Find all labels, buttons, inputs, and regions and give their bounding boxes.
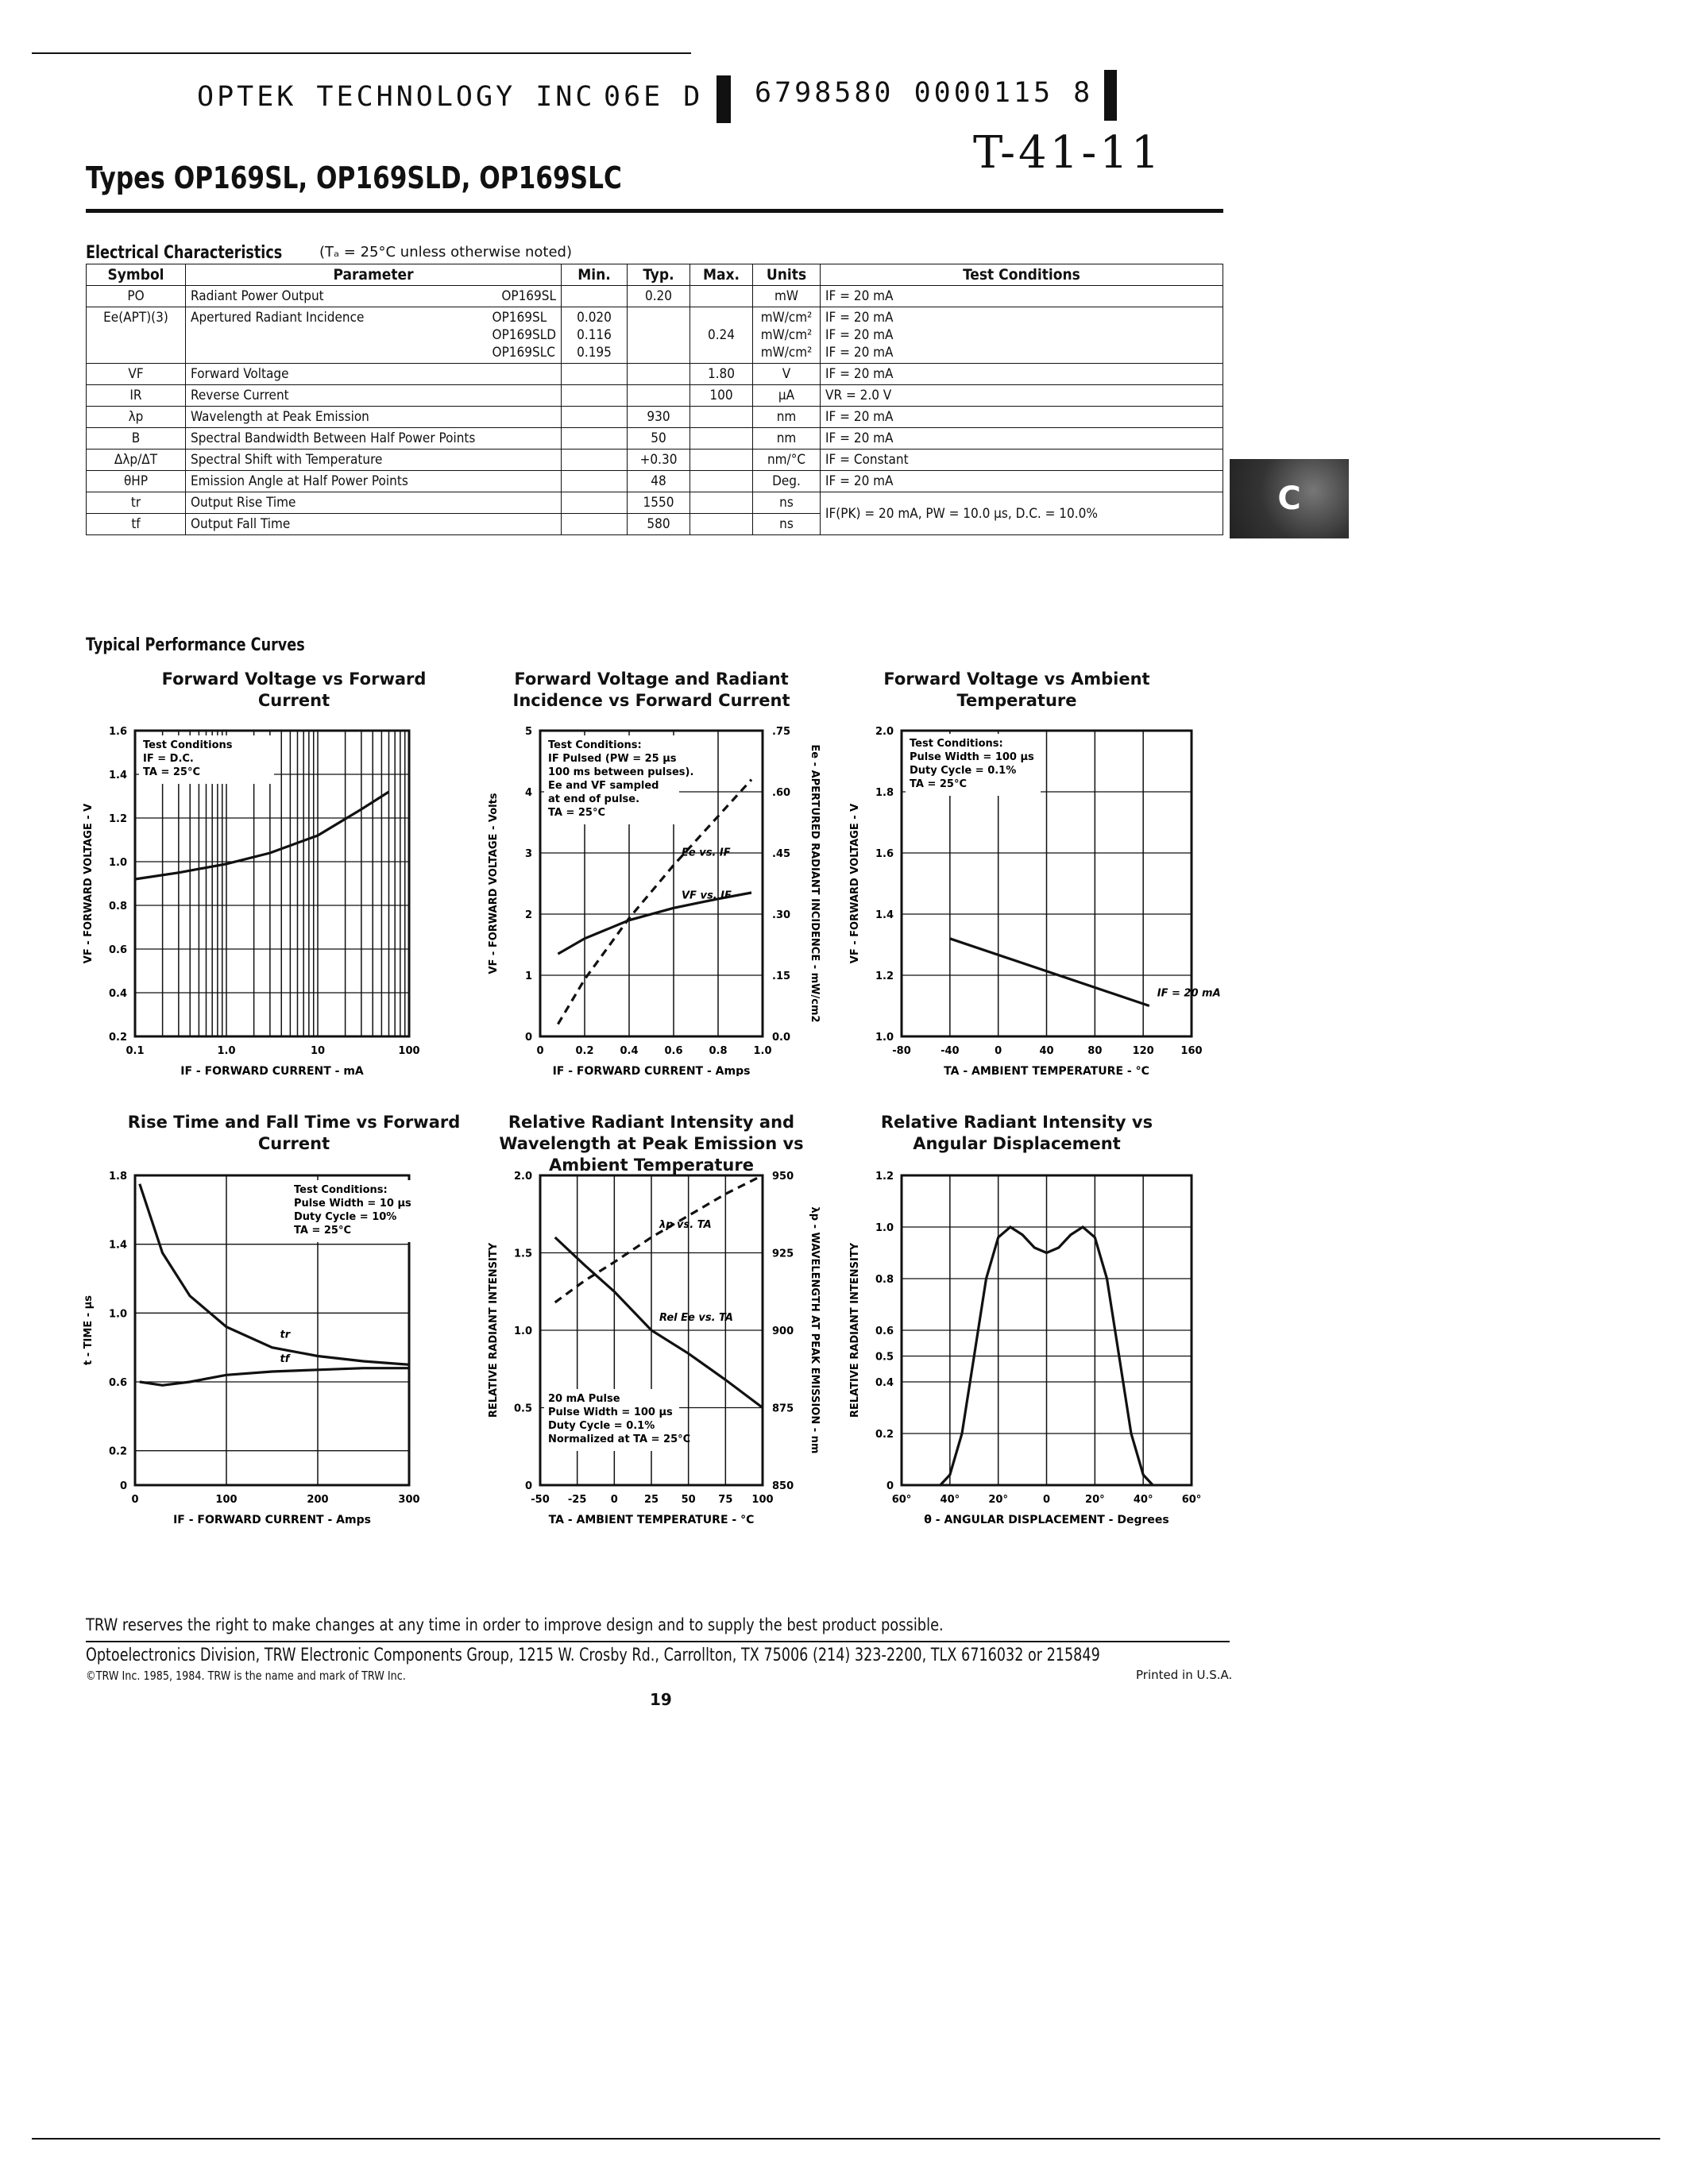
y2-tick-label: .45 (772, 848, 791, 860)
x-tick-label: 40 (1039, 1045, 1054, 1057)
table-row (87, 364, 1223, 385)
ec-cond: IF = 20 mA (821, 364, 1223, 385)
ec-min (562, 364, 628, 385)
series-line-0 (135, 792, 389, 879)
ec-min (562, 471, 628, 492)
y-tick-label: 0.4 (108, 988, 127, 1000)
top-rule (32, 52, 691, 54)
ec-units: mW/cm² mW/cm² mW/cm² (753, 307, 821, 364)
ec-units: ns (753, 492, 821, 514)
x-tick-label: 0 (995, 1045, 1002, 1057)
ec-symbol: IR (87, 385, 186, 407)
y2-tick-label: 950 (772, 1171, 794, 1183)
test-condition-note: Pulse Width = 10 μs (294, 1198, 411, 1210)
ec-typ (628, 385, 690, 407)
chart-4-title: Rise Time and Fall Time vs Forward Current (127, 1113, 461, 1153)
series-label: VF vs. IF (682, 889, 732, 902)
y-tick-label: 0.2 (875, 1429, 894, 1441)
ec-col-test-conditions: Test Conditions (821, 264, 1223, 286)
y-tick-label: 0 (524, 1480, 532, 1492)
ec-max: 100 (690, 385, 753, 407)
ec-cond: IF = 20 mA IF = 20 mA IF = 20 mA (821, 307, 1223, 364)
ec-max (690, 471, 753, 492)
ec-device: OP169SL OP169SLD OP169SLC (492, 310, 556, 361)
test-condition-note: Pulse Width = 100 μs (910, 751, 1034, 763)
header-code-b: 6798580 0000115 8 (755, 77, 1094, 109)
ec-typ (628, 364, 690, 385)
chart-6-title: Relative Radiant Intensity vs Angular Displacement (880, 1113, 1153, 1153)
y-tick-label: 0.4 (875, 1377, 894, 1389)
ec-header-row (87, 264, 1223, 286)
ec-max (690, 450, 753, 471)
x-tick-label: 20° (1085, 1494, 1105, 1506)
y-tick-label: 1.4 (108, 770, 127, 781)
y-tick-label: 1.0 (875, 1032, 894, 1044)
table-row (87, 492, 1223, 514)
y2-tick-label: 925 (772, 1248, 794, 1260)
ec-max (690, 407, 753, 428)
ec-cond: VR = 2.0 V (821, 385, 1223, 407)
y-tick-label: 2 (524, 909, 532, 921)
y-tick-label: 0.5 (875, 1351, 894, 1364)
ec-symbol: PO (87, 286, 186, 307)
x-tick-label: 120 (1132, 1045, 1154, 1057)
test-condition-note: at end of pulse. (548, 793, 640, 805)
chart-5-title: Relative Radiant Intensity and Wavelength at Peak Emission vs Ambient Temperature (499, 1113, 804, 1175)
y-tick-label: 1 (524, 970, 532, 982)
y2-tick-label: .15 (772, 970, 791, 982)
x-axis-label: IF - FORWARD CURRENT - mA (180, 1065, 364, 1076)
y-tick-label: 0.6 (108, 944, 127, 956)
ec-symbol: Δλp/ΔT (87, 450, 186, 471)
x-tick-label: 100 (398, 1045, 420, 1057)
ec-col-max: Max. (690, 264, 753, 286)
ec-units: nm (753, 407, 821, 428)
test-condition-note: Test Conditions: (548, 739, 642, 751)
y-tick-label: 0.2 (108, 1032, 127, 1044)
y-tick-label: 0 (524, 1032, 532, 1044)
x-tick-label: 0.4 (620, 1045, 639, 1057)
table-row (87, 385, 1223, 407)
x-tick-label: 0 (536, 1045, 544, 1057)
ec-symbol: VF (87, 364, 186, 385)
ec-param: Reverse Current (186, 385, 562, 407)
y-tick-label: 1.8 (108, 1171, 127, 1183)
y-tick-label: 1.2 (108, 813, 127, 825)
ec-min (562, 514, 628, 535)
y-tick-label: 1.4 (108, 1239, 127, 1252)
footer-disclaimer: TRW reserves the right to make changes at any time in order to improve design and to supply the best product possible. (86, 1615, 944, 1634)
y2-tick-label: 0.0 (772, 1032, 791, 1044)
y-axis-label: VF - FORWARD VOLTAGE - V (83, 803, 95, 964)
x-axis-label: TA - AMBIENT TEMPERATURE - °C (944, 1065, 1149, 1076)
chart-rise-fall-time (48, 1163, 445, 1529)
x-tick-label: -25 (567, 1494, 587, 1506)
series-label: tf (280, 1353, 290, 1365)
series-label: Rel Ee vs. TA (659, 1312, 733, 1324)
y-tick-label: 0.5 (513, 1403, 532, 1415)
y-tick-label: 1.0 (108, 857, 127, 869)
ec-cond: IF = 20 mA (821, 286, 1223, 307)
y-tick-label: 1.6 (108, 726, 127, 738)
ec-typ: 930 (628, 407, 690, 428)
ec-col-units: Units (753, 264, 821, 286)
ec-min (562, 286, 628, 307)
table-row (87, 450, 1223, 471)
y-tick-label: 0.6 (108, 1377, 127, 1389)
x-tick-label: 60° (1181, 1494, 1202, 1506)
ec-typ: 48 (628, 471, 690, 492)
chart-2-title: Forward Voltage and Radiant Incidence vs Forward Current (512, 669, 790, 710)
ec-param: Spectral Bandwidth Between Half Power Points (186, 428, 562, 450)
ec-min (562, 385, 628, 407)
y-tick-label: 0.2 (108, 1445, 127, 1458)
test-condition-note: 100 ms between pulses). (548, 766, 694, 778)
ec-cond: IF(PK) = 20 mA, PW = 10.0 μs, D.C. = 10.0% (821, 492, 1223, 535)
ec-min (562, 407, 628, 428)
test-condition-note: Test Conditions (143, 739, 233, 751)
x-tick-label: 25 (643, 1494, 659, 1506)
page-title: Types OP169SL, OP169SLD, OP169SLC (86, 160, 622, 195)
y2-tick-label: .30 (772, 909, 791, 921)
table-row (87, 471, 1223, 492)
y-tick-label: 1.0 (875, 1222, 894, 1234)
ec-heading (86, 243, 331, 263)
ec-col-symbol: Symbol (87, 264, 186, 286)
table-row (87, 428, 1223, 450)
y2-tick-label: .75 (772, 726, 791, 738)
y-axis-label: t - TIME - μs (83, 1295, 95, 1365)
y-tick-label: 4 (524, 787, 532, 799)
ec-col-min: Min. (562, 264, 628, 286)
ec-typ: 580 (628, 514, 690, 535)
x-tick-label: 160 (1180, 1045, 1203, 1057)
header-code-a: 06E D (604, 81, 704, 113)
y-tick-label: 1.2 (875, 970, 894, 982)
test-condition-note: Test Conditions: (910, 738, 1003, 750)
chart-intensity-wavelength-vs-temperature (469, 1163, 842, 1529)
y2-tick-label: .60 (772, 787, 791, 799)
test-condition-note: IF = D.C. (143, 753, 194, 765)
table-row (87, 407, 1223, 428)
ec-param-text: Apertured Radiant Incidence (191, 310, 365, 326)
ec-max (690, 492, 753, 514)
x-tick-label: 10 (310, 1045, 326, 1057)
section-tab-c: C (1230, 459, 1349, 538)
series-label: λp vs. TA (659, 1219, 712, 1231)
ec-device: OP169SL (501, 288, 556, 304)
ec-typ: 0.20 (628, 286, 690, 307)
ec-units: ns (753, 514, 821, 535)
page-number: 19 (650, 1690, 672, 1709)
ec-note: (Tₐ = 25°C unless otherwise noted) (319, 244, 573, 260)
series-line-1 (555, 1175, 763, 1302)
series-label: Ee vs. IF (682, 847, 731, 859)
x-tick-label: 1.0 (753, 1045, 772, 1057)
x-axis-label: IF - FORWARD CURRENT - Amps (173, 1514, 371, 1526)
x-tick-label: 200 (307, 1494, 329, 1506)
x-tick-label: 40° (940, 1494, 960, 1506)
y-tick-label: 5 (524, 726, 532, 738)
y-tick-label: 1.0 (513, 1325, 532, 1337)
y-tick-label: 0 (119, 1480, 127, 1492)
y-axis-label: VF - FORWARD VOLTAGE - Volts (488, 793, 500, 974)
y-tick-label: 3 (524, 848, 532, 860)
ec-units: V (753, 364, 821, 385)
test-condition-note: Test Conditions: (294, 1184, 388, 1196)
y-tick-label: 2.0 (875, 726, 894, 738)
x-tick-label: 0.6 (664, 1045, 683, 1057)
company-header: OPTEK TECHNOLOGY INC (197, 81, 596, 113)
handwritten-code: T-41-11 (973, 127, 1163, 179)
bottom-rule (32, 2138, 1660, 2140)
footer-address: Optoelectronics Division, TRW Electronic Components Group, 1215 W. Crosby Rd., Carrollton, TX 75006 (214) 323-2200, TLX 6716032 or 215849 (86, 1646, 1100, 1665)
x-axis-label: TA - AMBIENT TEMPERATURE - °C (548, 1514, 755, 1526)
header-block-mark (717, 75, 731, 123)
x-tick-label: 0 (131, 1494, 139, 1506)
x-tick-label: 1.0 (217, 1045, 236, 1057)
ec-param: Output Rise Time (186, 492, 562, 514)
ec-max: 1.80 (690, 364, 753, 385)
chart-voltage-incidence-vs-current (469, 719, 842, 1076)
y-axis-label: RELATIVE RADIANT INTENSITY (488, 1242, 500, 1418)
x-tick-label: 100 (751, 1494, 774, 1506)
ec-typ: 50 (628, 428, 690, 450)
x-tick-label: 60° (891, 1494, 912, 1506)
ec-param: Emission Angle at Half Power Points (186, 471, 562, 492)
y-axis-label: RELATIVE RADIANT INTENSITY (849, 1242, 861, 1418)
x-tick-label: 75 (718, 1494, 733, 1506)
x-tick-label: 0 (610, 1494, 618, 1506)
y-tick-label: 0.8 (875, 1274, 894, 1286)
ec-col-typ: Typ. (628, 264, 690, 286)
chart-voltage-vs-temperature (834, 719, 1223, 1076)
x-tick-label: 0 (1042, 1494, 1051, 1506)
chart-3-title: Forward Voltage vs Ambient Temperature (883, 669, 1150, 710)
x-tick-label: -80 (892, 1045, 911, 1057)
ec-param: Wavelength at Peak Emission (186, 407, 562, 428)
x-tick-label: 80 (1087, 1045, 1103, 1057)
y-tick-label: 0.8 (108, 901, 127, 913)
y-tick-label: 2.0 (513, 1171, 532, 1183)
test-condition-note: IF Pulsed (PW = 25 μs (548, 753, 677, 765)
x-tick-label: -50 (531, 1494, 550, 1506)
ec-max (690, 286, 753, 307)
chart-forward-voltage-vs-current (48, 719, 445, 1076)
test-condition-note: Duty Cycle = 10% (294, 1211, 397, 1223)
test-condition-note: Ee and VF sampled (548, 780, 659, 792)
ec-units: μA (753, 385, 821, 407)
ec-symbol: Ee(APT)(3) (87, 307, 186, 364)
title-rule (86, 209, 1223, 213)
x-tick-label: 300 (398, 1494, 420, 1506)
ec-title: Electrical Characteristics (86, 243, 283, 263)
x-axis-label: IF - FORWARD CURRENT - Amps (552, 1065, 751, 1076)
ec-typ: 1550 (628, 492, 690, 514)
table-row (87, 286, 1223, 307)
ec-max (690, 428, 753, 450)
y2-tick-label: 875 (772, 1403, 794, 1415)
ec-units: nm (753, 428, 821, 450)
test-condition-note: Pulse Width = 100 μs (548, 1406, 673, 1418)
table-row (87, 307, 1223, 364)
ec-cond: IF = 20 mA (821, 407, 1223, 428)
y-tick-label: 0 (886, 1480, 894, 1492)
y2-tick-label: 850 (772, 1480, 794, 1492)
x-axis-label: θ - ANGULAR DISPLACEMENT - Degrees (924, 1514, 1169, 1526)
test-condition-note: Duty Cycle = 0.1% (548, 1420, 655, 1432)
y2-axis-label: λp - WAVELENGTH AT PEAK EMISSION - nm (809, 1206, 821, 1454)
test-condition-note: Duty Cycle = 0.1% (910, 765, 1017, 777)
test-condition-note: Normalized at TA = 25°C (548, 1433, 691, 1445)
ec-symbol: tr (87, 492, 186, 514)
ec-max: 0.24 (690, 307, 753, 364)
footer-copyright: ©TRW Inc. 1985, 1984. TRW is the name and mark of TRW Inc. (86, 1669, 406, 1683)
y-tick-label: 1.0 (108, 1308, 127, 1321)
test-condition-note: TA = 25°C (143, 766, 200, 778)
chart-intensity-vs-angle (834, 1163, 1223, 1529)
ec-min (562, 428, 628, 450)
footer-printed: Printed in U.S.A. (1136, 1668, 1233, 1682)
ec-typ: +0.30 (628, 450, 690, 471)
footer-rule (86, 1641, 1230, 1642)
series-line-0 (558, 893, 751, 954)
y-tick-label: 1.5 (513, 1248, 532, 1260)
electrical-characteristics-table (86, 264, 1223, 535)
x-tick-label: 0.8 (709, 1045, 728, 1057)
ec-units: mW (753, 286, 821, 307)
y2-axis-label: Ee - APERTURED RADIANT INCIDENCE - mW/cm2 (809, 744, 821, 1023)
y-tick-label: 1.6 (875, 848, 894, 860)
ec-cond: IF = 20 mA (821, 428, 1223, 450)
ec-cond: IF = Constant (821, 450, 1223, 471)
ec-min: 0.020 0.116 0.195 (562, 307, 628, 364)
x-tick-label: 100 (215, 1494, 238, 1506)
y-axis-label: VF - FORWARD VOLTAGE - V (849, 803, 861, 964)
test-condition-note: TA = 25°C (548, 807, 605, 819)
ec-max (690, 514, 753, 535)
series-line-1 (140, 1368, 409, 1386)
ec-param: Output Fall Time (186, 514, 562, 535)
ec-units: nm/°C (753, 450, 821, 471)
ec-param: Forward Voltage (186, 364, 562, 385)
x-tick-label: 20° (988, 1494, 1008, 1506)
ec-col-parameter: Parameter (186, 264, 562, 286)
test-condition-note: 20 mA Pulse (548, 1393, 620, 1405)
ec-param: Spectral Shift with Temperature (186, 450, 562, 471)
y-tick-label: 1.4 (875, 909, 894, 921)
ec-symbol: B (87, 428, 186, 450)
ec-typ (628, 307, 690, 364)
test-condition-note: TA = 25°C (910, 778, 967, 790)
ec-param (186, 307, 562, 364)
x-tick-label: 0.2 (575, 1045, 594, 1057)
y-tick-label: 1.8 (875, 787, 894, 799)
x-tick-label: 40° (1133, 1494, 1153, 1506)
ec-symbol: θHP (87, 471, 186, 492)
series-label: IF = 20 mA (1157, 987, 1221, 1000)
test-condition-note: TA = 25°C (294, 1225, 351, 1237)
header-block-mark-2 (1104, 70, 1117, 121)
y-tick-label: 1.2 (875, 1171, 894, 1183)
x-tick-label: 50 (681, 1494, 696, 1506)
ec-symbol: tf (87, 514, 186, 535)
ec-cond: IF = 20 mA (821, 471, 1223, 492)
ec-param (186, 286, 562, 307)
ec-symbol: λp (87, 407, 186, 428)
chart-1-title: Forward Voltage vs Forward Current (161, 669, 427, 710)
y2-tick-label: 900 (772, 1325, 794, 1337)
x-tick-label: -40 (941, 1045, 960, 1057)
series-label: tr (280, 1329, 291, 1341)
ec-param-text: Radiant Power Output (191, 288, 324, 304)
ec-min (562, 492, 628, 514)
y-tick-label: 0.6 (875, 1325, 894, 1337)
series-line-0 (950, 939, 1149, 1006)
ec-min (562, 450, 628, 471)
x-tick-label: 0.1 (126, 1045, 145, 1057)
tpc-heading: Typical Performance Curves (86, 635, 305, 655)
ec-units: Deg. (753, 471, 821, 492)
